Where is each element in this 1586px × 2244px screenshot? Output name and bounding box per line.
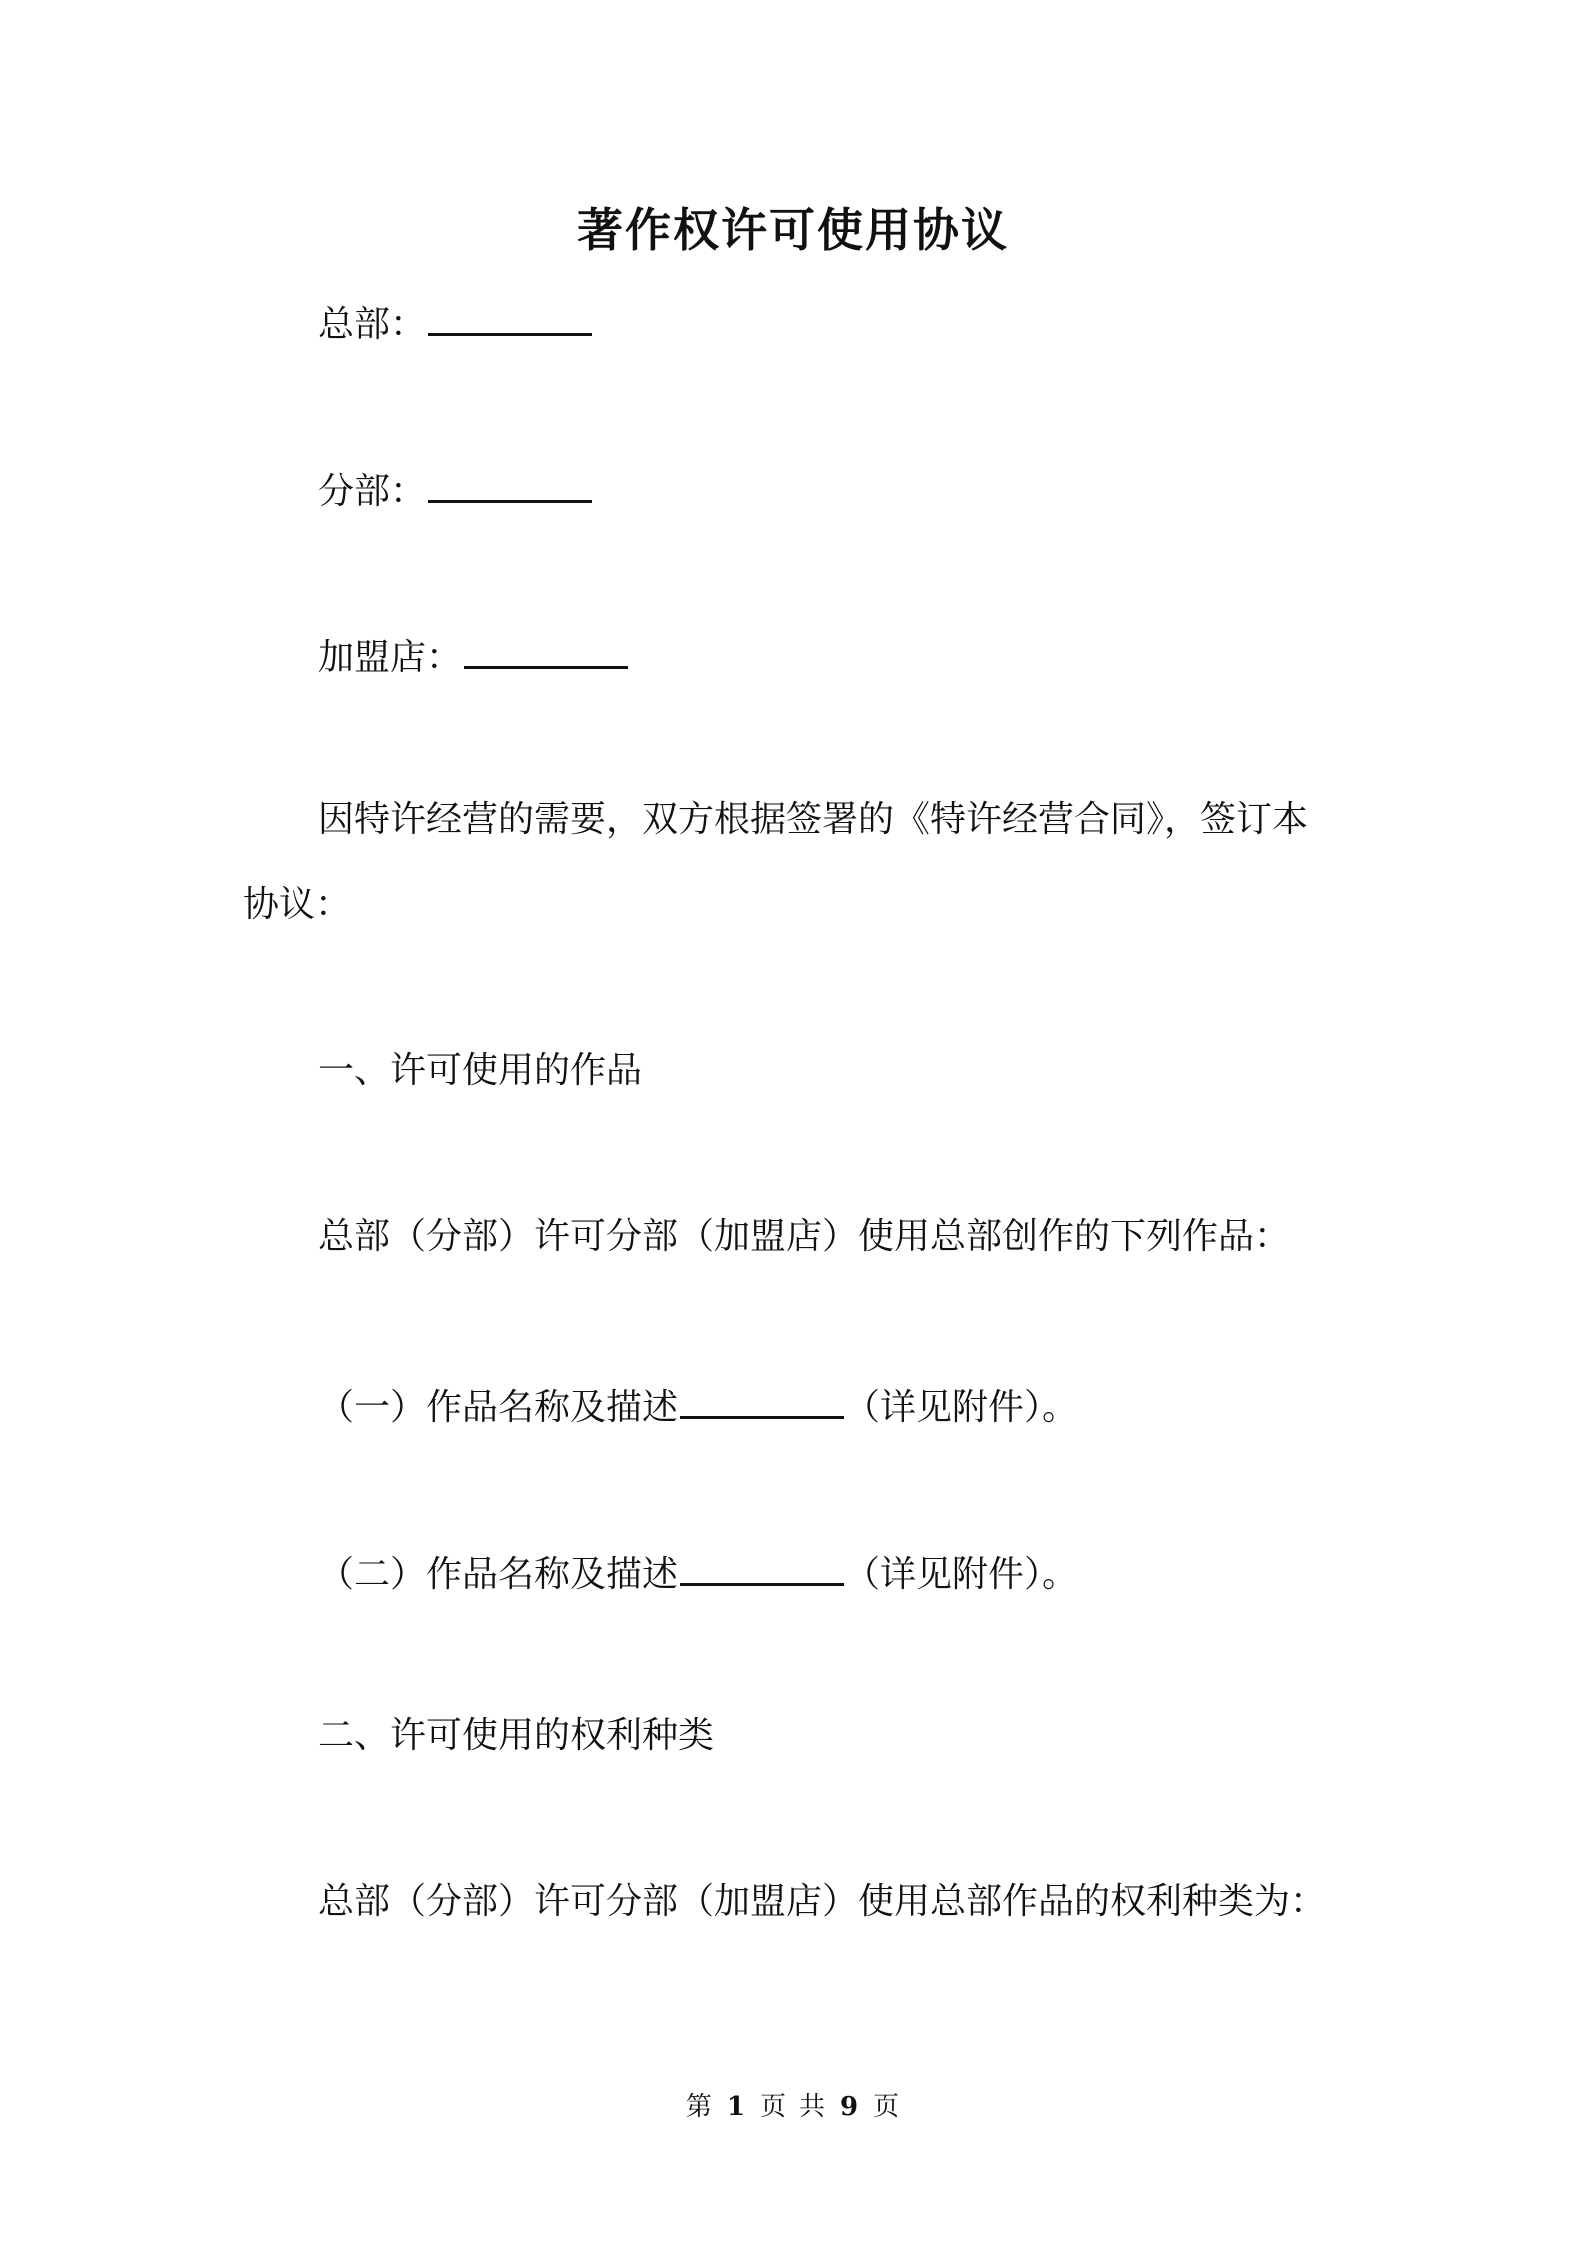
headquarters-blank <box>428 295 592 336</box>
item2-blank <box>680 1545 844 1586</box>
footer-page-unit: 页 <box>759 2092 787 2122</box>
section1-body: 总部（分部）许可分部（加盟店）使用总部创作的下列作品： <box>318 1216 1291 1257</box>
franchisee-label: 加盟店： <box>318 637 463 678</box>
section1-heading: 一、许可使用的作品 <box>318 1050 643 1091</box>
branch-field <box>318 462 592 517</box>
footer-total-pages: 9 <box>840 2092 860 2122</box>
section1-item2 <box>318 1545 1078 1600</box>
section2-body: 总部（分部）许可分部（加盟店）使用总部作品的权利种类为： <box>318 1881 1327 1922</box>
item1-blank <box>680 1378 844 1419</box>
headquarters-label: 总部： <box>318 304 427 345</box>
intro-line-1: 因特许经营的需要，双方根据签署的《特许经营合同》，签订本 <box>318 799 1309 840</box>
franchisee-field <box>318 628 628 683</box>
item1-suffix: （详见附件）。 <box>844 1387 1079 1428</box>
page-footer <box>0 2090 1586 2124</box>
footer-current-page: 1 <box>726 2092 746 2122</box>
headquarters-field <box>318 295 592 350</box>
section1-item1 <box>318 1378 1078 1433</box>
footer-total-word: 共 <box>799 2092 827 2122</box>
branch-blank <box>428 462 592 503</box>
item2-suffix: （详见附件）。 <box>844 1554 1079 1595</box>
footer-total-unit: 页 <box>873 2092 901 2122</box>
document-title: 著作权许可使用协议 <box>577 203 1009 257</box>
franchisee-blank <box>464 628 628 669</box>
item2-prefix: （二）作品名称及描述 <box>318 1554 679 1595</box>
section2-heading: 二、许可使用的权利种类 <box>318 1715 715 1756</box>
item1-prefix: （一）作品名称及描述 <box>318 1387 679 1428</box>
branch-label: 分部： <box>318 471 427 512</box>
footer-page-word: 第 <box>685 2092 713 2122</box>
intro-line-2: 协议： <box>243 884 352 925</box>
